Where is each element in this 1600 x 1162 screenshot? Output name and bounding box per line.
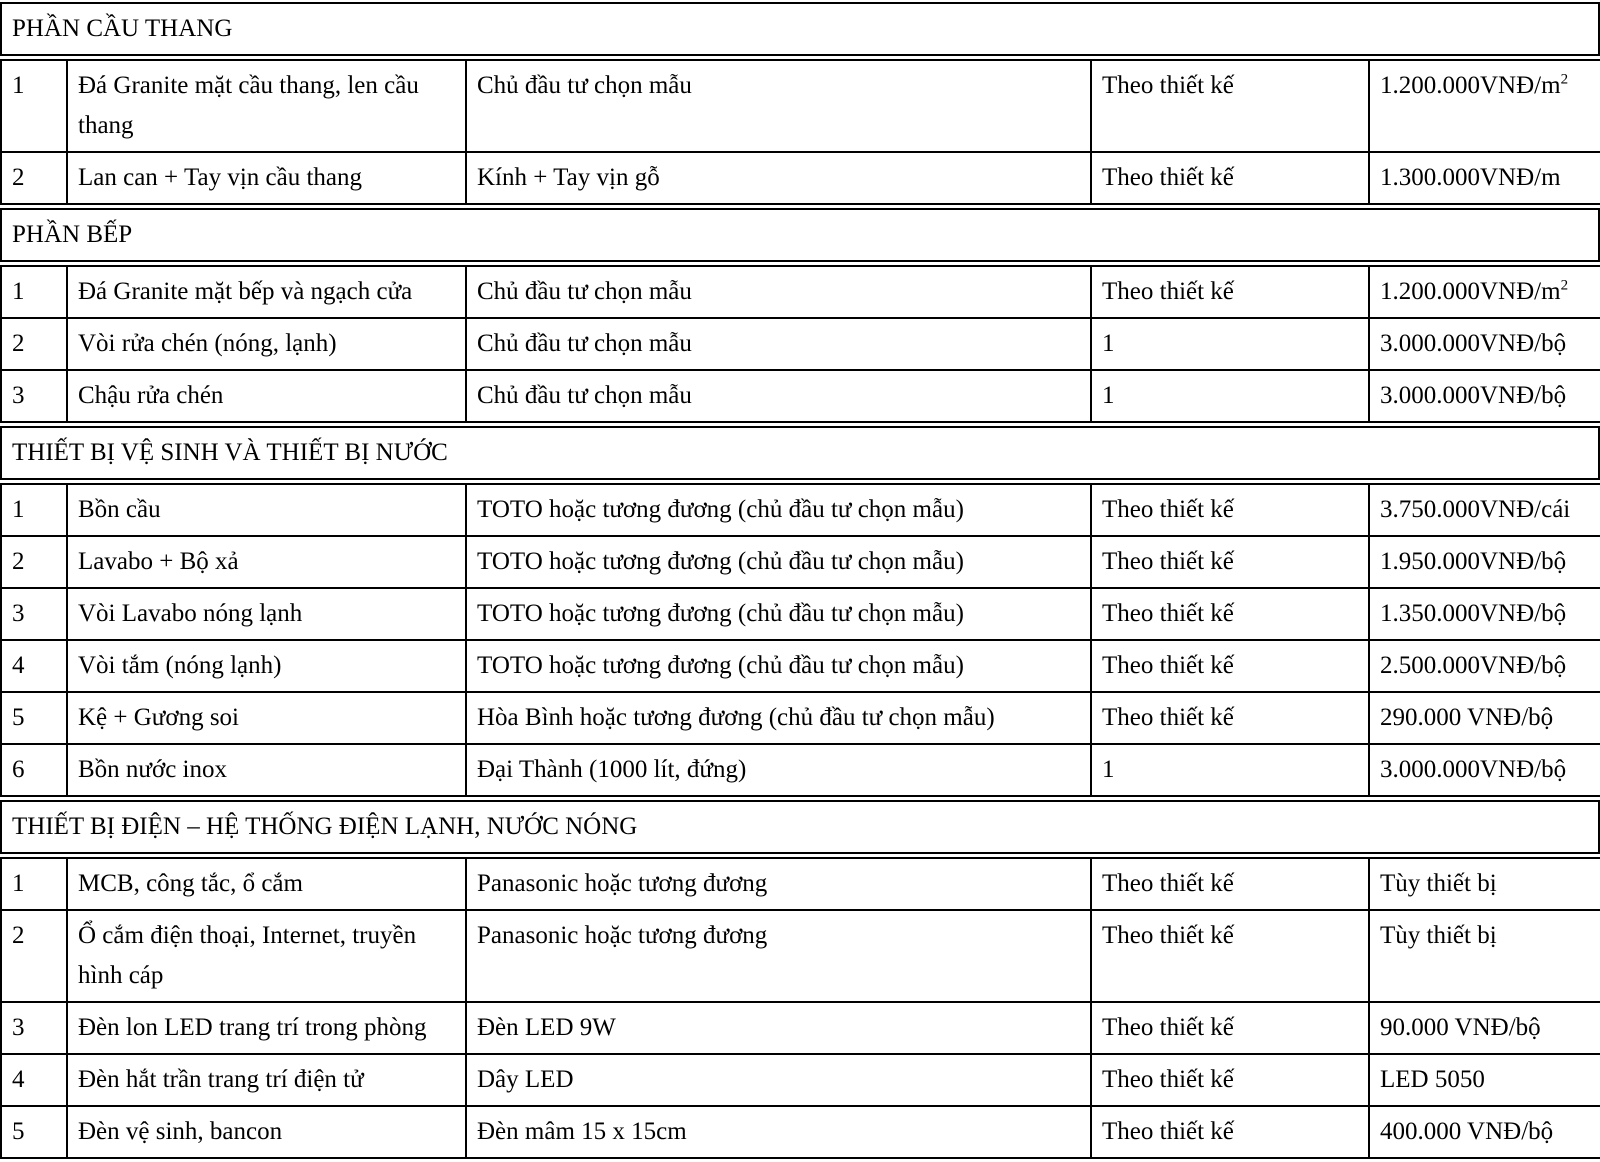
row-number-cell: 2 [1, 152, 67, 204]
quantity-cell: Theo thiết kế [1091, 484, 1369, 536]
price-cell [1369, 370, 1600, 422]
table-row [1, 152, 1600, 204]
quantity-cell: Theo thiết kế [1091, 536, 1369, 588]
spec-cell: Chủ đầu tư chọn mẫu [466, 370, 1091, 422]
spec-cell: Chủ đầu tư chọn mẫu [466, 60, 1091, 152]
spec-cell: TOTO hoặc tương đương (chủ đầu tư chọn mẫu) [466, 536, 1091, 588]
price-text: 2.500.000VNĐ/bộ [1380, 652, 1567, 679]
quantity-cell: 1 [1091, 370, 1369, 422]
spec-cell: Panasonic hoặc tương đương [466, 858, 1091, 910]
quantity-cell: Theo thiết kế [1091, 152, 1369, 204]
section-table [0, 857, 1600, 1159]
price-text: 1.200.000VNĐ/m [1380, 72, 1561, 99]
price-cell [1369, 588, 1600, 640]
row-number-cell: 5 [1, 692, 67, 744]
item-name-cell: Chậu rửa chén [67, 370, 466, 422]
quantity-cell: Theo thiết kế [1091, 1054, 1369, 1106]
table-row [1, 484, 1600, 536]
item-name-cell: Đèn hắt trần trang trí điện tử [67, 1054, 466, 1106]
table-row [1, 858, 1600, 910]
spec-cell: Đại Thành (1000 lít, đứng) [466, 744, 1091, 796]
quantity-cell: Theo thiết kế [1091, 858, 1369, 910]
row-number-cell: 1 [1, 484, 67, 536]
price-cell [1369, 858, 1600, 910]
price-cell [1369, 318, 1600, 370]
table-row [1, 1106, 1600, 1158]
row-number-cell: 3 [1, 588, 67, 640]
row-number-cell: 4 [1, 1054, 67, 1106]
price-superscript: 2 [1560, 71, 1569, 88]
price-text: 3.750.000VNĐ/cái [1380, 496, 1571, 523]
table-row [1, 640, 1600, 692]
spec-cell: Dây LED [466, 1054, 1091, 1106]
spec-cell: Chủ đầu tư chọn mẫu [466, 318, 1091, 370]
price-text: 400.000 VNĐ/bộ [1380, 1118, 1554, 1145]
table-row [1, 370, 1600, 422]
row-number-cell: 3 [1, 370, 67, 422]
price-superscript: 2 [1560, 277, 1569, 294]
item-name-cell: Ổ cắm điện thoại, Internet, truyền hình cáp [67, 910, 466, 1002]
quantity-cell: 1 [1091, 744, 1369, 796]
price-text: Tùy thiết bị [1380, 922, 1497, 949]
table-row [1, 266, 1600, 318]
item-name-cell: MCB, công tắc, ổ cắm [67, 858, 466, 910]
table-row [1, 1054, 1600, 1106]
row-number-cell: 6 [1, 744, 67, 796]
spec-cell: Kính + Tay vịn gỗ [466, 152, 1091, 204]
price-cell [1369, 484, 1600, 536]
quantity-cell: Theo thiết kế [1091, 1106, 1369, 1158]
row-number-cell: 4 [1, 640, 67, 692]
price-text: 90.000 VNĐ/bộ [1380, 1014, 1541, 1041]
spec-cell: TOTO hoặc tương đương (chủ đầu tư chọn mẫu) [466, 484, 1091, 536]
quantity-cell: Theo thiết kế [1091, 910, 1369, 1002]
price-cell [1369, 266, 1600, 318]
price-text: 290.000 VNĐ/bộ [1380, 704, 1554, 731]
row-number-cell: 3 [1, 1002, 67, 1054]
section-header: THIẾT BỊ VỆ SINH VÀ THIẾT BỊ NƯỚC [0, 426, 1600, 480]
item-name-cell: Vòi rửa chén (nóng, lạnh) [67, 318, 466, 370]
item-name-cell: Đá Granite mặt bếp và ngạch cửa [67, 266, 466, 318]
row-number-cell: 1 [1, 266, 67, 318]
section-table [0, 483, 1600, 797]
table-section [0, 208, 1600, 423]
spec-cell: Hòa Bình hoặc tương đương (chủ đầu tư chọn mẫu) [466, 692, 1091, 744]
spec-cell: Panasonic hoặc tương đương [466, 910, 1091, 1002]
price-text: 1.950.000VNĐ/bộ [1380, 548, 1567, 575]
price-text: 3.000.000VNĐ/bộ [1380, 382, 1567, 409]
price-cell [1369, 60, 1600, 152]
price-text: Tùy thiết bị [1380, 870, 1497, 897]
row-number-cell: 2 [1, 318, 67, 370]
section-header: THIẾT BỊ ĐIỆN – HỆ THỐNG ĐIỆN LẠNH, NƯỚC NÓNG [0, 800, 1600, 854]
quantity-cell: Theo thiết kế [1091, 640, 1369, 692]
item-name-cell: Lan can + Tay vịn cầu thang [67, 152, 466, 204]
quantity-cell: Theo thiết kế [1091, 60, 1369, 152]
item-name-cell: Vòi tắm (nóng lạnh) [67, 640, 466, 692]
row-number-cell: 1 [1, 60, 67, 152]
price-cell [1369, 910, 1600, 1002]
price-cell [1369, 692, 1600, 744]
price-text: 3.000.000VNĐ/bộ [1380, 756, 1567, 783]
section-header: PHẦN CẦU THANG [0, 2, 1600, 56]
spec-cell: Đèn LED 9W [466, 1002, 1091, 1054]
spec-cell: Đèn mâm 15 x 15cm [466, 1106, 1091, 1158]
quantity-cell: Theo thiết kế [1091, 692, 1369, 744]
quantity-cell: 1 [1091, 318, 1369, 370]
price-cell [1369, 536, 1600, 588]
spec-cell: TOTO hoặc tương đương (chủ đầu tư chọn mẫu) [466, 588, 1091, 640]
price-text: 1.300.000VNĐ/m [1380, 164, 1561, 191]
item-name-cell: Kệ + Gương soi [67, 692, 466, 744]
price-text: 1.200.000VNĐ/m [1380, 278, 1561, 305]
price-cell [1369, 744, 1600, 796]
table-row [1, 536, 1600, 588]
item-name-cell: Lavabo + Bộ xả [67, 536, 466, 588]
item-name-cell: Đèn vệ sinh, bancon [67, 1106, 466, 1158]
quantity-cell: Theo thiết kế [1091, 1002, 1369, 1054]
row-number-cell: 1 [1, 858, 67, 910]
table-row [1, 60, 1600, 152]
table-row [1, 588, 1600, 640]
table-row [1, 692, 1600, 744]
item-name-cell: Bồn nước inox [67, 744, 466, 796]
section-table [0, 265, 1600, 423]
price-text: 3.000.000VNĐ/bộ [1380, 330, 1567, 357]
spec-cell: Chủ đầu tư chọn mẫu [466, 266, 1091, 318]
price-text: LED 5050 [1380, 1066, 1485, 1093]
table-row [1, 744, 1600, 796]
price-text: 1.350.000VNĐ/bộ [1380, 600, 1567, 627]
price-cell [1369, 1002, 1600, 1054]
item-name-cell: Đá Granite mặt cầu thang, len cầu thang [67, 60, 466, 152]
price-cell [1369, 1054, 1600, 1106]
table-row [1, 318, 1600, 370]
row-number-cell: 5 [1, 1106, 67, 1158]
table-row [1, 1002, 1600, 1054]
section-table [0, 59, 1600, 205]
table-section [0, 2, 1600, 205]
row-number-cell: 2 [1, 910, 67, 1002]
row-number-cell: 2 [1, 536, 67, 588]
price-cell [1369, 152, 1600, 204]
item-name-cell: Bồn cầu [67, 484, 466, 536]
price-cell [1369, 1106, 1600, 1158]
item-name-cell: Đèn lon LED trang trí trong phòng [67, 1002, 466, 1054]
spec-cell: TOTO hoặc tương đương (chủ đầu tư chọn mẫu) [466, 640, 1091, 692]
table-section [0, 426, 1600, 797]
quantity-cell: Theo thiết kế [1091, 588, 1369, 640]
quantity-cell: Theo thiết kế [1091, 266, 1369, 318]
item-name-cell: Vòi Lavabo nóng lạnh [67, 588, 466, 640]
price-cell [1369, 640, 1600, 692]
table-row [1, 910, 1600, 1002]
table-section [0, 800, 1600, 1159]
section-header: PHẦN BẾP [0, 208, 1600, 262]
